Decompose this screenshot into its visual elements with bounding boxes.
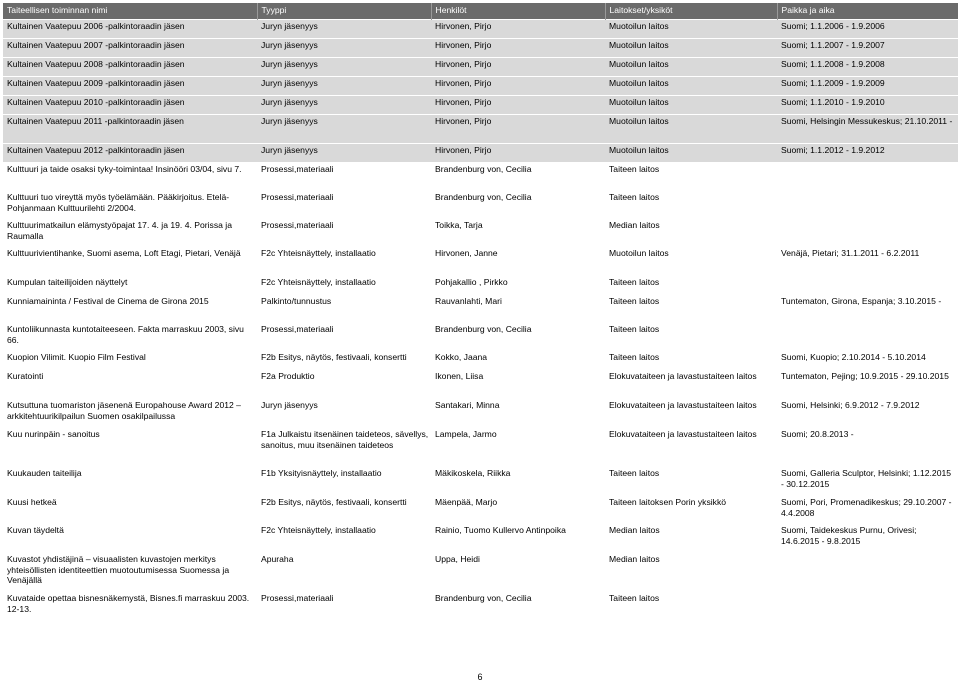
cell-department: Taiteen laitos xyxy=(605,191,777,219)
cell-type: F2b Esitys, näytös, festivaali, konsertti xyxy=(257,351,431,370)
table-row xyxy=(3,592,958,620)
cell-department: Muotoilun laitos xyxy=(605,115,777,144)
cell-department: Elokuvataiteen ja lavastustaiteen laitos xyxy=(605,399,777,428)
cell-place-and-time: Suomi, Taidekeskus Purnu, Orivesi; 14.6.2015 - 9.8.2015 xyxy=(777,524,958,553)
cell-persons: Pohjakallio , Pirkko xyxy=(431,276,605,295)
cell-department: Taiteen laitos xyxy=(605,295,777,323)
table-row xyxy=(3,191,958,219)
cell-activity-name: Kuu nurinpäin - sanoitus xyxy=(3,428,257,467)
table-row xyxy=(3,20,958,39)
cell-persons: Mäenpää, Marjo xyxy=(431,496,605,524)
cell-type: Prosessi,materiaali xyxy=(257,323,431,351)
cell-place-and-time: Suomi; 1.1.2010 - 1.9.2010 xyxy=(777,96,958,115)
table-row xyxy=(3,553,958,592)
cell-type: Prosessi,materiaali xyxy=(257,592,431,620)
cell-persons: Ikonen, Liisa xyxy=(431,370,605,399)
header-persons: Henkilöt xyxy=(431,3,605,20)
cell-type: F2c Yhteisnäyttely, installaatio xyxy=(257,247,431,276)
cell-place-and-time xyxy=(777,163,958,191)
cell-place-and-time xyxy=(777,592,958,620)
cell-persons: Toikka, Tarja xyxy=(431,219,605,247)
cell-department: Muotoilun laitos xyxy=(605,144,777,163)
cell-persons: Kokko, Jaana xyxy=(431,351,605,370)
cell-persons: Hirvonen, Pirjo xyxy=(431,58,605,77)
cell-type: F2a Produktio xyxy=(257,370,431,399)
cell-department: Taiteen laitos xyxy=(605,351,777,370)
cell-activity-name: Kulttuuri ja taide osaksi tyky-toimintaa! Insinööri 03/04, sivu 7. xyxy=(3,163,257,191)
document-page xyxy=(3,3,958,620)
cell-place-and-time xyxy=(777,323,958,351)
header-departments: Laitokset/yksiköt xyxy=(605,3,777,20)
table-row xyxy=(3,467,958,496)
header-activity-name: Taiteellisen toiminnan nimi xyxy=(3,3,257,20)
cell-department: Taiteen laitos xyxy=(605,467,777,496)
cell-persons: Uppa, Heidi xyxy=(431,553,605,592)
cell-activity-name: Kuvataide opettaa bisnesnäkemystä, Bisnes.fi marraskuu 2003. 12-13. xyxy=(3,592,257,620)
table-row xyxy=(3,115,958,144)
cell-type: Prosessi,materiaali xyxy=(257,191,431,219)
cell-persons: Rauvanlahti, Mari xyxy=(431,295,605,323)
cell-activity-name: Kulttuuri tuo vireyttä myös työelämään. Pääkirjoitus. Etelä-Pohjanmaan Kulttuurilehti 2/2004. xyxy=(3,191,257,219)
cell-activity-name: Kumpulan taiteilijoiden näyttelyt xyxy=(3,276,257,295)
table-row xyxy=(3,399,958,428)
table-header-row xyxy=(3,3,958,20)
table-row xyxy=(3,524,958,553)
cell-persons: Santakari, Minna xyxy=(431,399,605,428)
cell-place-and-time: Suomi; 1.1.2008 - 1.9.2008 xyxy=(777,58,958,77)
art-activities-table xyxy=(3,3,958,620)
cell-department: Muotoilun laitos xyxy=(605,39,777,58)
cell-place-and-time: Tuntematon, Girona, Espanja; 3.10.2015 - xyxy=(777,295,958,323)
cell-department: Taiteen laitos xyxy=(605,276,777,295)
cell-department: Taiteen laitos xyxy=(605,592,777,620)
cell-activity-name: Kutsuttuna tuomariston jäsenenä Europahouse Award 2012 –arkkitehtuurikilpailun Suomen osakilpailussa xyxy=(3,399,257,428)
cell-department: Muotoilun laitos xyxy=(605,58,777,77)
cell-activity-name: Kultainen Vaatepuu 2010 -palkintoraadin jäsen xyxy=(3,96,257,115)
cell-place-and-time: Suomi; 1.1.2007 - 1.9.2007 xyxy=(777,39,958,58)
cell-place-and-time xyxy=(777,219,958,247)
cell-activity-name: Kuvan täydeltä xyxy=(3,524,257,553)
table-row xyxy=(3,351,958,370)
table-row xyxy=(3,96,958,115)
table-row xyxy=(3,295,958,323)
table-row xyxy=(3,247,958,276)
cell-place-and-time: Suomi, Galleria Sculptor, Helsinki; 1.12.2015 - 30.12.2015 xyxy=(777,467,958,496)
cell-place-and-time xyxy=(777,276,958,295)
cell-type: Juryn jäsenyys xyxy=(257,144,431,163)
table-row xyxy=(3,370,958,399)
cell-activity-name: Kultainen Vaatepuu 2008 -palkintoraadin jäsen xyxy=(3,58,257,77)
cell-persons: Hirvonen, Pirjo xyxy=(431,115,605,144)
table-row xyxy=(3,323,958,351)
cell-department: Muotoilun laitos xyxy=(605,20,777,39)
cell-place-and-time: Suomi, Kuopio; 2.10.2014 - 5.10.2014 xyxy=(777,351,958,370)
cell-activity-name: Kultainen Vaatepuu 2009 -palkintoraadin jäsen xyxy=(3,77,257,96)
cell-department: Elokuvataiteen ja lavastustaiteen laitos xyxy=(605,428,777,467)
cell-persons: Brandenburg von, Cecilia xyxy=(431,323,605,351)
cell-place-and-time: Tuntematon, Pejing; 10.9.2015 - 29.10.2015 xyxy=(777,370,958,399)
cell-persons: Hirvonen, Pirjo xyxy=(431,96,605,115)
cell-type: F2c Yhteisnäyttely, installaatio xyxy=(257,276,431,295)
cell-place-and-time: Suomi, Helsingin Messukeskus; 21.10.2011 - xyxy=(777,115,958,144)
cell-type: Prosessi,materiaali xyxy=(257,219,431,247)
cell-persons: Brandenburg von, Cecilia xyxy=(431,592,605,620)
cell-activity-name: Kuukauden taiteilija xyxy=(3,467,257,496)
cell-type: Juryn jäsenyys xyxy=(257,96,431,115)
cell-type: Juryn jäsenyys xyxy=(257,77,431,96)
cell-department: Muotoilun laitos xyxy=(605,247,777,276)
table-body xyxy=(3,20,958,620)
table-row xyxy=(3,58,958,77)
cell-type: Juryn jäsenyys xyxy=(257,115,431,144)
cell-type: Juryn jäsenyys xyxy=(257,399,431,428)
cell-type: F1b Yksityisnäyttely, installaatio xyxy=(257,467,431,496)
cell-persons: Hirvonen, Pirjo xyxy=(431,20,605,39)
cell-type: Prosessi,materiaali xyxy=(257,163,431,191)
table-row xyxy=(3,77,958,96)
cell-place-and-time: Venäjä, Pietari; 31.1.2011 - 6.2.2011 xyxy=(777,247,958,276)
cell-department: Taiteen laitos xyxy=(605,323,777,351)
cell-department: Median laitos xyxy=(605,553,777,592)
cell-activity-name: Kultainen Vaatepuu 2007 -palkintoraadin jäsen xyxy=(3,39,257,58)
cell-department: Taiteen laitoksen Porin yksikkö xyxy=(605,496,777,524)
table-row xyxy=(3,163,958,191)
table-row xyxy=(3,39,958,58)
cell-place-and-time xyxy=(777,191,958,219)
header-place-and-time: Paikka ja aika xyxy=(777,3,958,20)
cell-type: Juryn jäsenyys xyxy=(257,58,431,77)
cell-type: Juryn jäsenyys xyxy=(257,39,431,58)
cell-type: Juryn jäsenyys xyxy=(257,20,431,39)
cell-type: F1a Julkaistu itsenäinen taideteos, sävellys, sanoitus, muu itsenäinen taideteos xyxy=(257,428,431,467)
table-row xyxy=(3,219,958,247)
table-row xyxy=(3,276,958,295)
cell-persons: Hirvonen, Pirjo xyxy=(431,39,605,58)
cell-persons: Brandenburg von, Cecilia xyxy=(431,163,605,191)
cell-activity-name: Kuusi hetkeä xyxy=(3,496,257,524)
cell-persons: Hirvonen, Pirjo xyxy=(431,77,605,96)
cell-place-and-time xyxy=(777,553,958,592)
cell-department: Muotoilun laitos xyxy=(605,77,777,96)
page-number: 6 xyxy=(477,672,483,682)
cell-activity-name: Kuntoliikunnasta kuntotaiteeseen. Fakta marraskuu 2003, sivu 66. xyxy=(3,323,257,351)
cell-activity-name: Kultainen Vaatepuu 2006 -palkintoraadin jäsen xyxy=(3,20,257,39)
cell-persons: Lampela, Jarmo xyxy=(431,428,605,467)
cell-place-and-time: Suomi; 1.1.2009 - 1.9.2009 xyxy=(777,77,958,96)
cell-activity-name: Kulttuurimatkailun elämystyöpajat 17. 4. ja 19. 4. Porissa ja Raumalla xyxy=(3,219,257,247)
table-row xyxy=(3,428,958,467)
cell-department: Taiteen laitos xyxy=(605,163,777,191)
header-type: Tyyppi xyxy=(257,3,431,20)
cell-place-and-time: Suomi; 1.1.2006 - 1.9.2006 xyxy=(777,20,958,39)
cell-place-and-time: Suomi; 20.8.2013 - xyxy=(777,428,958,467)
cell-persons: Hirvonen, Pirjo xyxy=(431,144,605,163)
table-row xyxy=(3,144,958,163)
cell-place-and-time: Suomi, Pori, Promenadikeskus; 29.10.2007 - 4.4.2008 xyxy=(777,496,958,524)
cell-activity-name: Kultainen Vaatepuu 2011 -palkintoraadin jäsen xyxy=(3,115,257,144)
cell-activity-name: Kultainen Vaatepuu 2012 -palkintoraadin jäsen xyxy=(3,144,257,163)
cell-activity-name: Kuratointi xyxy=(3,370,257,399)
cell-activity-name: Kuvastot yhdistäjinä – visuaalisten kuvastojen merkitys yhteisöllisten identiteettien muotoutumisessa Suomessa ja Venäjällä xyxy=(3,553,257,592)
cell-persons: Hirvonen, Janne xyxy=(431,247,605,276)
cell-persons: Mäkikoskela, Riikka xyxy=(431,467,605,496)
cell-type: Apuraha xyxy=(257,553,431,592)
cell-department: Muotoilun laitos xyxy=(605,96,777,115)
cell-type: F2b Esitys, näytös, festivaali, konsertti xyxy=(257,496,431,524)
cell-type: F2c Yhteisnäyttely, installaatio xyxy=(257,524,431,553)
cell-department: Elokuvataiteen ja lavastustaiteen laitos xyxy=(605,370,777,399)
cell-persons: Rainio, Tuomo Kullervo Antinpoika xyxy=(431,524,605,553)
cell-type: Palkinto/tunnustus xyxy=(257,295,431,323)
cell-place-and-time: Suomi; 1.1.2012 - 1.9.2012 xyxy=(777,144,958,163)
cell-activity-name: Kuopion Vilimit. Kuopio Film Festival xyxy=(3,351,257,370)
cell-persons: Brandenburg von, Cecilia xyxy=(431,191,605,219)
cell-department: Median laitos xyxy=(605,524,777,553)
cell-department: Median laitos xyxy=(605,219,777,247)
table-row xyxy=(3,496,958,524)
cell-activity-name: Kulttuurivientihanke, Suomi asema, Loft Etagi, Pietari, Venäjä xyxy=(3,247,257,276)
cell-place-and-time: Suomi, Helsinki; 6.9.2012 - 7.9.2012 xyxy=(777,399,958,428)
cell-activity-name: Kunniamaininta / Festival de Cinema de Girona 2015 xyxy=(3,295,257,323)
